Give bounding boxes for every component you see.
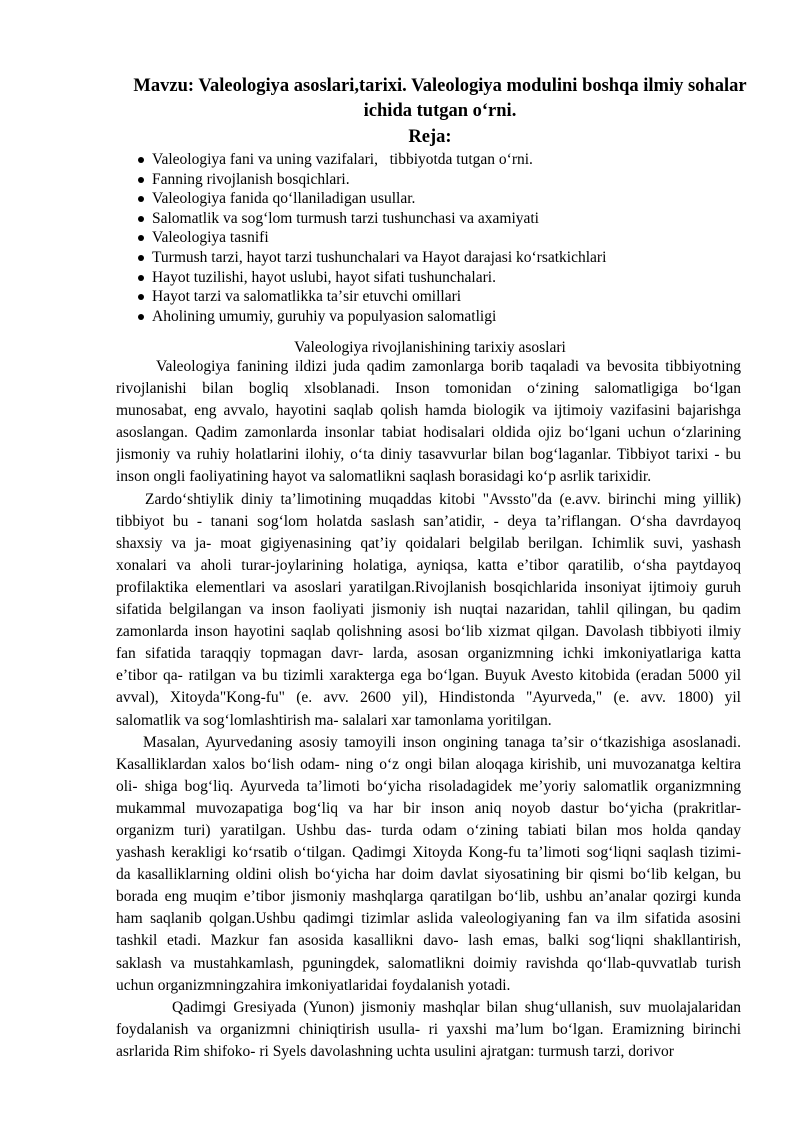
bullet-icon <box>138 216 144 222</box>
paragraph-line: zamonlarda inson hayotini saqlab qolishning asosi boʻlib xizmat qilgan. Davolash tibbiyoti ilmiy <box>116 623 741 641</box>
paragraph-line: foydalanish va organizmni chiniqtirish usulla- ri yaxshi maʼlum boʻlgan. Eramizning birinchi <box>116 1020 741 1038</box>
plan-item <box>152 248 606 268</box>
paragraph-line: sifatida belgilangan va inson faoliyati jismoniy ish nuqtai nazaridan, tahlil qilingan, bu qadim <box>116 601 741 619</box>
paragraph-line: organizm turi) yaratilgan. Ushbu das- turda odam oʻzining tabiati bilan mos holda qanday <box>116 821 741 839</box>
body-text <box>116 356 741 1063</box>
paragraph <box>116 356 741 489</box>
paragraph-line: saklash va mustahkamlash, pguningdek, salomatlikni doimiy ravishda qoʻllab-quvvatlab turish <box>116 954 741 972</box>
paragraph-line: fan sifatida taraqqiy topmagan davr- larda, asosan organizmning ichki imkoniyatlariga katta <box>116 645 741 663</box>
paragraph-line: salomatlik va sogʻlomlashtirish ma- salalari xar tamonlama yoritilgan. <box>116 711 552 729</box>
paragraph-line: Zardoʻshtiylik diniy taʼlimotining muqaddas kitobi "Avssto"da (e.avv. birinchi ming yillik) <box>145 490 741 508</box>
plan-item-text: Valeologiya fanida qoʻllaniladigan usullar. <box>152 190 416 208</box>
plan-heading: Reja: <box>408 127 452 147</box>
bullet-icon <box>138 255 144 261</box>
plan-item-text: Salomatlik va sogʻlom turmush tarzi tushunchasi va axamiyati <box>152 209 539 227</box>
plan-item <box>152 287 606 307</box>
plan-item <box>152 228 606 248</box>
paragraph-line: uchun organizmningzahira imkoniyatlaridai foydalanish yotadi. <box>116 976 511 994</box>
plan-item-text: Fanning rivojlanish bosqichlari. <box>152 170 350 188</box>
paragraph-line: avval), Xitoyda"Kong-fu" (e. avv. 2600 yil), Hindistonda "Ayurveda," (e. avv. 1800) yil <box>116 689 741 707</box>
paragraph-line: asrlarida Rim shifoko- ri Syels davolashning uchta usulini ajratgan: turmush tarzi, dorivor <box>116 1042 674 1060</box>
paragraph <box>116 997 741 1063</box>
document-title <box>80 74 800 124</box>
paragraph <box>116 489 741 732</box>
bullet-icon <box>138 177 144 183</box>
bullet-icon <box>138 294 144 300</box>
plan-item <box>152 209 606 229</box>
paragraph-line: Masalan, Ayurvedaning asosiy tamoyili inson ongining tanaga taʼsir oʻtkazishiga asoslanadi. <box>143 733 741 751</box>
plan-item <box>152 307 606 327</box>
bullet-icon <box>138 196 144 202</box>
bullet-icon <box>138 314 144 320</box>
paragraph-line: eʼtibor qa- ratilgan va bu tizimli xarakterga ega boʻlgan. Buyuk Avesto kitobida (eradan 5000 yil <box>116 667 741 685</box>
paragraph-line: Valeologiya fanining ildizi juda qadim zamonlarga borib taqaladi va bevosita tibbiyotning <box>156 358 741 375</box>
paragraph-line: xonalari va aholi turar-joylarining holatiga, ayniqsa, katta eʼtibor qaratilib, oʻsha paytdayoq <box>116 556 741 574</box>
paragraph <box>116 732 741 997</box>
bullet-icon <box>138 235 144 241</box>
paragraph-line: Qadimgi Gresiyada (Yunon) jismoniy mashqlar bilan shugʻullanish, suv muolajalaridan <box>172 998 741 1016</box>
paragraph-line: Kasalliklardan xalos boʻlish odam- ning oʻz ongi bilan aloqaga kirishib, uni muvozanatga keltira <box>116 755 741 773</box>
bullet-icon <box>138 157 144 163</box>
paragraph-line: yashash kerakligi koʻrsatib oʻtilgan. Qadimgi Xitoyda Kong-fu taʼlimoti sogʻliqni saqlash tizimi- <box>116 844 741 862</box>
paragraph-line: jismoniy va ruhiy holatlarini ilohiy, oʻta diniy tasavvurlar bilan bogʻlaganlar. Tibbiyot tarixi - bu <box>116 446 741 464</box>
paragraph-line: profilaktika elementlari va asoslari yaratilgan.Rivojlanish bosqichlarida insoniyat ijtimoiy guruh <box>116 578 741 596</box>
plan-item-text: Turmush tarzi, hayot tarzi tushunchalari va Hayot darajasi koʻrsatkichlari <box>152 248 607 266</box>
plan-item-text: Hayot tuzilishi, hayot uslubi, hayot sifati tushunchalari. <box>152 268 496 286</box>
title-line-1: Mavzu: Valeologiya asoslari,tarixi. Valeologiya modulini boshqa ilmiy sohalar <box>133 76 747 96</box>
paragraph-line: shaxsiy va ja- moat gigiyenasining qatʼiy qoidalari belgilab berilgan. Ichimlik suvi, yashash <box>116 534 741 552</box>
plan-item <box>152 170 606 190</box>
plan-item-text: Hayot tarzi va salomatlikka taʼsir etuvchi omillari <box>152 288 462 306</box>
plan-item <box>152 189 606 209</box>
plan-item-text: Aholining umumiy, guruhiy va populyasion salomatligi <box>152 307 497 325</box>
paragraph-line: da kasalliklarning oldini olish boʻyicha har doim davlat siyosatining bir qismi boʻlib kelgan, bu <box>116 866 741 884</box>
paragraph-line: asoslangan. Qadim zamonlarda insonlar tabiat hodisalari oldida ojiz boʻlgani uchun oʻzlarining <box>116 424 741 442</box>
paragraph-line: borada eng muqim eʼtibor jismoniy mashqlarga qaratilgan boʻlib, ushbu anʼanalar qozirgi kunda <box>116 888 741 906</box>
paragraph-line: inson ongli faoliyatining hayot va salomatlikni saqlash borasidagi koʻp asrlik tarixidir. <box>116 468 652 486</box>
paragraph-line: oli- shiga bogʻliq. Ayurveda taʼlimoti boʻyicha risoladagidek meʼyoriy salomatlik organizmning <box>116 777 741 795</box>
paragraph-line: mukammal muvozapatiga bogʻliq va har bir inson aniq noyob dastur boʻyicha (prakritlar- <box>116 799 741 817</box>
paragraph-line: munosabat, eng avvalo, hayotini saqlab qolish hamda biologik va ijtimoiy vazifasini bajarishga <box>116 402 741 420</box>
paragraph-line: tashkil etadi. Mazkur fan asosida kasallikni davo- lash emas, balki sogʻliqni shakllantirish, <box>116 932 741 950</box>
paragraph-line: tibbiyot bu - tanani sogʻlom holatda saslash sanʼatidir, - deya taʼriflangan. Oʻsha davrdayoq <box>116 512 741 530</box>
plan-list <box>152 150 606 326</box>
paragraph-line: rivojlanishi bilan bogliq xlsoblanadi. Inson tomonidan oʻzining salomatligiga boʻlgan <box>116 380 741 398</box>
paragraph-line: ham saqlanib qolgan.Ushbu qadimgi tizimlar aslida valeologiyaning fan va ilm sifatida asosini <box>116 910 741 928</box>
section-heading: Valeologiya rivojlanishining tarixiy asoslari <box>294 339 566 356</box>
plan-item <box>152 150 606 170</box>
bullet-icon <box>138 275 144 281</box>
title-line-2: ichida tutgan oʻrni. <box>363 101 517 121</box>
plan-item <box>152 268 606 288</box>
plan-item-text: Valeologiya tasnifi <box>152 229 269 247</box>
plan-item-text: Valeologiya fani va uning vazifalari, tibbiyotda tutgan oʻrni. <box>152 151 533 168</box>
